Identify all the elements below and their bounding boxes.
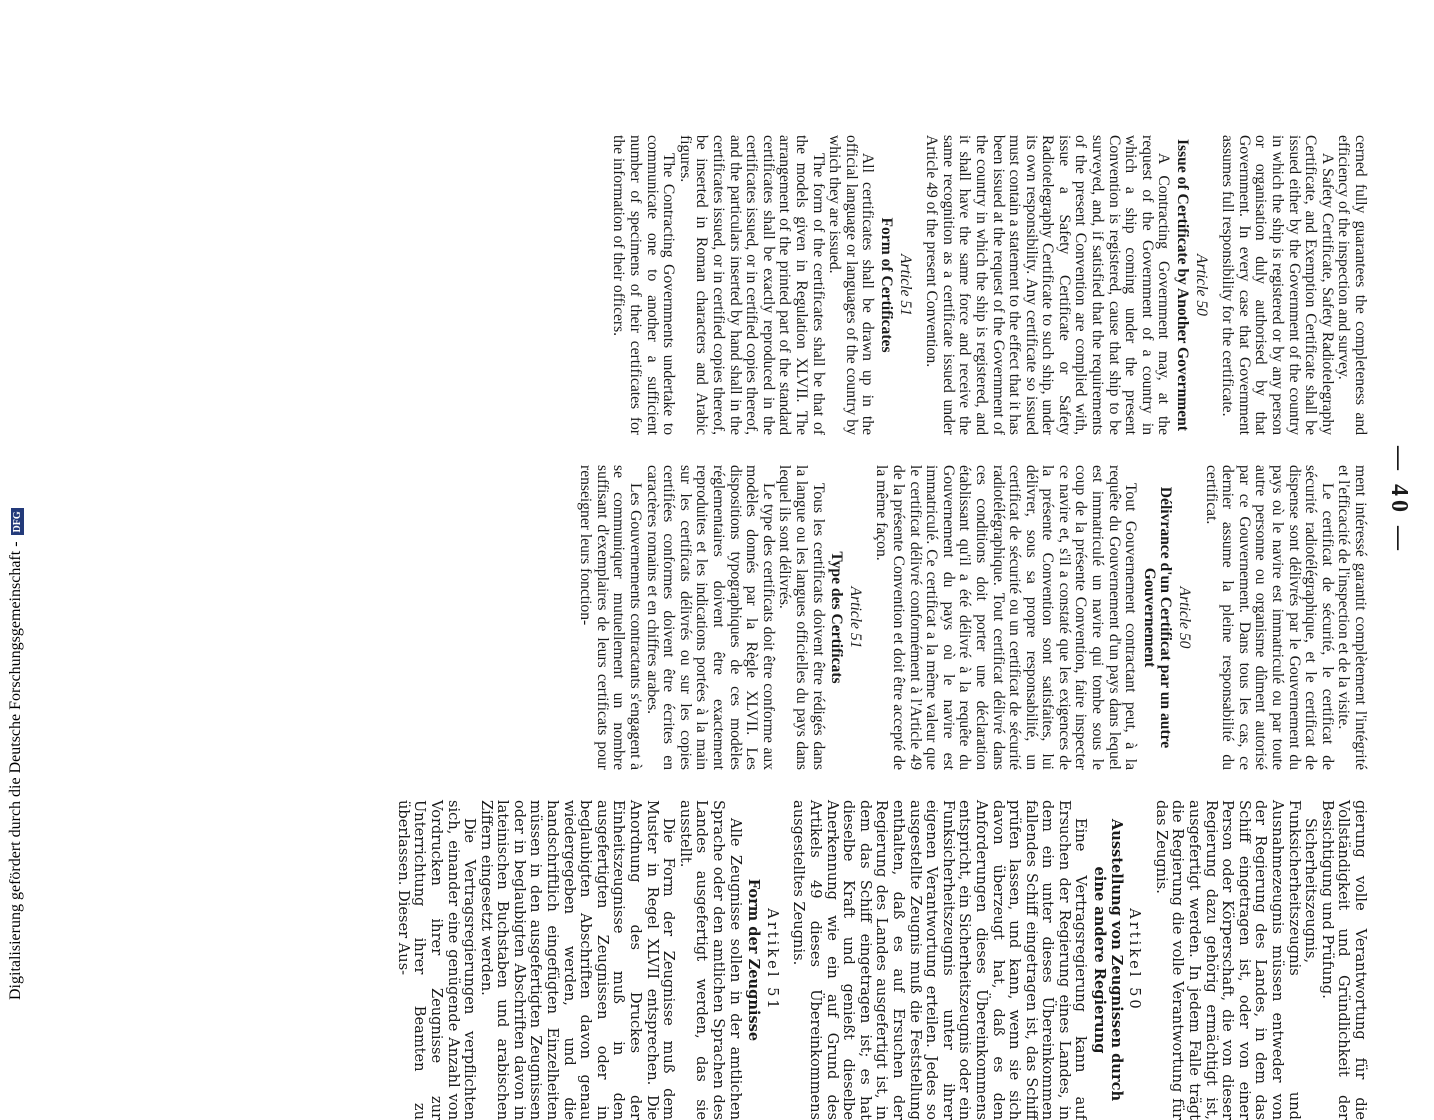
article-number: Artikel 51 <box>763 908 781 1012</box>
paragraph: Sicherheitszeugnis, Funksicherheitszeugnis und Ausnahmezeugnis müssen entweder von der Regierung des Landes, in dem das Schiff eingetragen ist, oder von einer Person oder Körperschaft, die von dieser Regierung dazu gehörig ermächtigt ist, ausgefertigt werden. In jedem Falle trägt die Regierung die volle Verantwortung für das Zeugnis. <box>1152 800 1320 1120</box>
article-number: Article 50 <box>1176 586 1194 649</box>
page-number: — 40 — <box>1386 446 1412 554</box>
article-heading: Délivrance d'un Certificat par un autre Gouvernement <box>1140 486 1175 749</box>
article-heading: Form der Zeugnisse <box>745 878 763 1042</box>
article-heading: Ausstellung von Zeugnissen durch eine andere Regierung <box>1091 818 1125 1102</box>
paragraph: The Contracting Governments undertake to communicate one to another a sufficient number of specimens of their certificates for the information of their officers. <box>610 135 678 435</box>
german-column <box>394 800 1368 1120</box>
paragraph: Eine Vertragsregierung kann auf Ersuchen der Regierung eines Landes, in dem ein unter dieses Übereinkommen fallendes Schiff eingetragen ist, das Schiff prüfen lassen, und kann, wenn sie sich davon überzeugt hat, daß es den Anforderungen dieses Übereinkommens entspricht, ein Sicherheitszeugnis oder ein Funksicherheitszeugnis unter ihrer eigenen Verantwortung erteilen. Jedes so ausgestellte Zeugnis muß die Feststellung enthalten, daß es auf Ersuchen der Regierung des Landes ausgefertigt ist, in dem das Schiff eingetragen ist; es hat dieselbe Kraft und genießt dieselbe Anerkennung wie ein auf Grund des Artikels 49 dieses Übereinkommens ausgestelltes Zeugnis. <box>790 800 1090 1120</box>
paragraph: Die Vertragsregierungen verpflichten sich, einander eine genügende Anzahl von Vordrucken ihrer Zeugnisse zur Unterrichtung ihrer Beamten zu überlassen. Dieser Aus- <box>394 800 479 1120</box>
digitization-credit <box>7 0 23 1000</box>
article-number: Article 51 <box>896 254 914 316</box>
paragraph: The form of the certificates shall be that of the models given in Regulation XLVII. The arrangement of the printed part of the standard certificates shall be exactly reproduced in the certificates issued, or in certified copies thereof, and the particulars inserted by hand shall in the certificates issued, or in certified copies thereof, be inserted in Roman characters and Arabic figures. <box>676 135 827 435</box>
article-heading: Type des Certificats <box>828 551 846 684</box>
english-column <box>610 135 1368 435</box>
paragraph: A Safety Certificate, Safety Radiotelegraphy Certificate, and Exemption Certificate shall be issued either by the Government of the country in which the ship is registered or by any person or organisation duly authorised by that Government. In every case that Government assumes full responsibility for the certificate. <box>1219 135 1336 435</box>
article-number: Artikel 50 <box>1126 908 1144 1012</box>
paragraph: gierung volle Verantwortung für die Vollständigkeit und Gründlichkeit der Besichtigung und Prüfung. <box>1318 800 1369 1120</box>
paragraph: Le certificat de sécurité, le certificat de sécurité radiotélégraphique, et le certificat de dispense sont délivrés par le Gouvernement du pays où le navire est immatriculé ou par toute autre personne ou organisme dûment autorisé par ce Gouvernement. Dans tous les cas, ce dernier assume la pleine responsabilité du certificat. <box>1202 465 1336 770</box>
paragraph: Le type des certificats doit être conforme aux modèles donnés par la Règle XLVII. Les dispositions typographiques de ces modèles réglementaires doivent être exactement reproduites et les indications portées à la main sur les certificats délivrés ou sur les copies certifiées conformes doivent être écrites en caractères romains et en chiffres arabes. <box>643 465 777 770</box>
credit-text: Digitalisierung gefördert durch die Deutsche Forschungsgemeinschaft - <box>7 541 24 1000</box>
paragraph: cerned fully guarantees the completeness and efficiency of the inspection and survey. <box>1335 135 1369 435</box>
dfg-logo: DFG <box>11 508 24 535</box>
paragraph: Alle Zeugnisse sollen in der amtlichen Sprache oder den amtlichen Sprachen des Landes ausgefertigt werden, das sie ausstellt. <box>676 800 744 1120</box>
paragraph: Tout Gouvernement contractant peut, à la requête du Gouvernement d'un pays dans lequel est immatriculé un navire qui tombe sous le coup de la présente Convention, faire inspecter ce navire et, s'il a constaté que les exigences de la présente Convention sont satisfaites, lui délivrer, sous sa propre responsabilité, un certificat de sécurité ou un certificat de sécurité radiotélégraphique. Tout certificat délivré dans ces conditions doit porter une déclaration établissant qu'il a été délivré à la requête du Gouvernement du pays où le navire est immatriculé. Ce certificat a la même valeur que le certificat délivré conformément à l'Article 49 de la présente Convention et doit être accepté de la même façon. <box>873 465 1140 770</box>
paragraph: A Contracting Government may, at the request of the Government of a country in which a ship coming under the present Convention is registered, cause that ship to be surveyed, and, if satisfied that the requirements of the present Convention are complied with, issue a Safety Certificate or Safety Radiotelegraphy Certificate to such ship, under its own responsibility. Any certificate so issued must contain a statement to the effect that it has been issued at the request of the Government of the country in which the ship is registered, and it shall have the same force and receive the same recognition as a certificate issued under Article 49 of the present Convention. <box>923 135 1173 435</box>
paragraph: Tous les certificats doivent être rédigés dans la langue ou les langues officielles du pays dans lequel ils sont délivrés. <box>776 465 827 770</box>
article-heading: Issue of Certificate by Another Government <box>1174 138 1192 432</box>
article-number: Article 51 <box>846 586 864 649</box>
french-column <box>577 465 1368 770</box>
paragraph: ment intéressé garantit complètement l'intégrité et l'efficacité de l'inspection et de la visite. <box>1335 465 1369 770</box>
paragraph: Les Gouvernements contractants s'engagent à se communiquer mutuellement un nombre suffisant d'exemplaires de leurs certificats pour renseigner leurs fonction- <box>577 465 645 770</box>
article-heading: Form of Certificates <box>877 217 895 353</box>
article-number: Article 50 <box>1192 254 1210 316</box>
paragraph: Die Form der Zeugnisse muß dem Muster in Regel XLVII entsprechen. Die Anordnung des Druckes der Einheitszeugnisse muß in den ausgefertigten Zeugnissen oder in beglaubigten Abschriften davon genau wiedergegeben werden, und die handschriftlich eingefügten Einzelheiten müssen in den ausgefertigten Zeugnissen oder in beglaubigten Abschriften davon in lateinischen Buchstaben und arabischen Ziffern eingesetzt werden. <box>477 800 678 1120</box>
paragraph: All certificates shall be drawn up in the official language or languages of the country by which they are issued. <box>826 135 877 435</box>
